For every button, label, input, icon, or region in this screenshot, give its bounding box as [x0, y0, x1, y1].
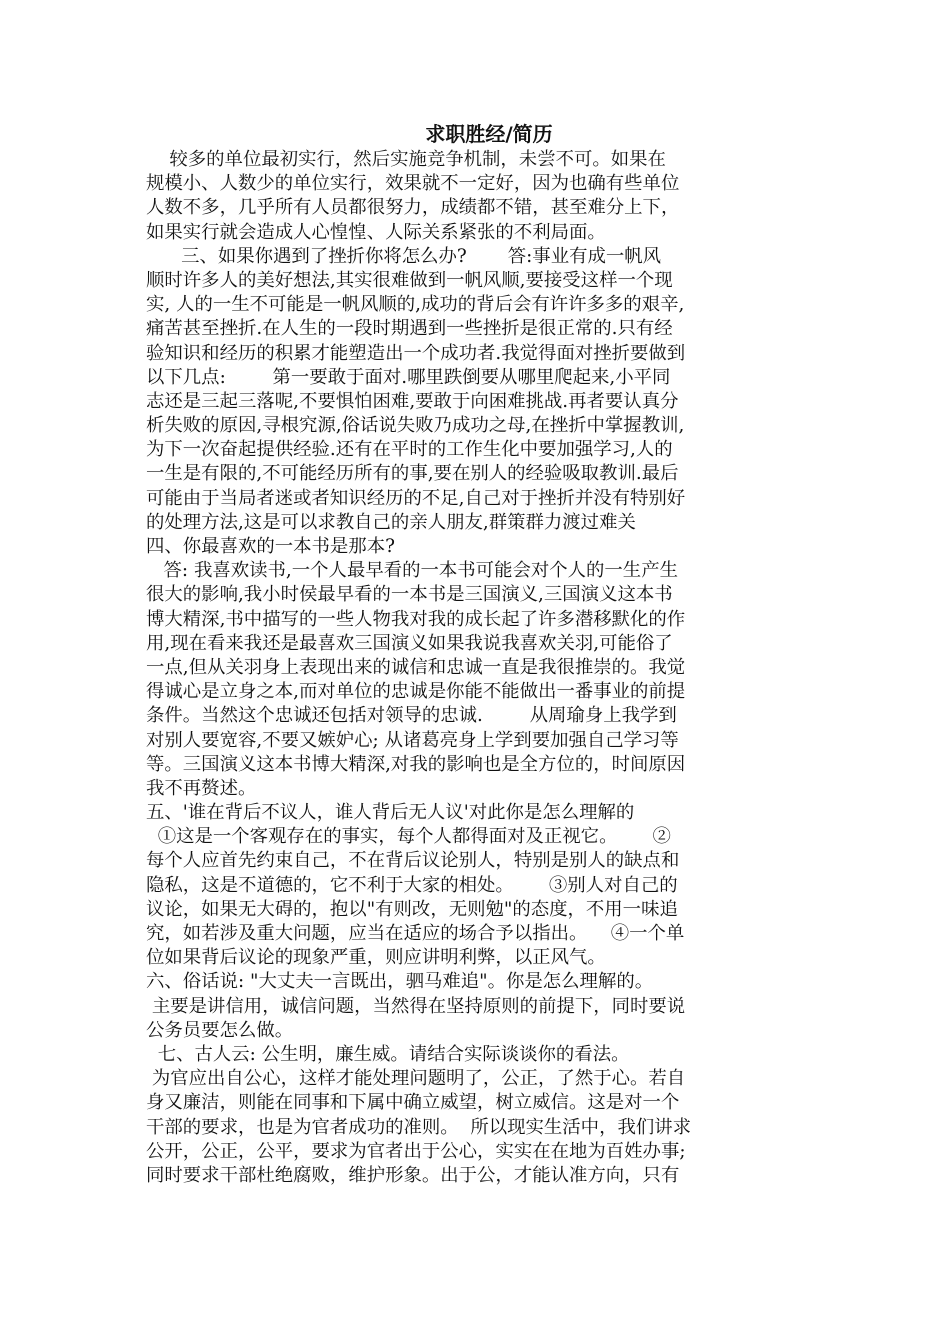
document-title: 求职胜经/简历 — [425, 122, 553, 146]
text-line: 实, 人的一生不可能是一帆风顺的,成功的背后会有许许多多的艰辛, — [146, 294, 685, 316]
text-line: 公开，公正，公平，要求为官者出于公心，实实在在地为百姓办事; — [146, 1140, 686, 1162]
text-line: 同时要求干部杜绝腐败，维护形象。出于公，才能认准方向，只有 — [146, 1164, 680, 1186]
text-line: 得诚心是立身之本,而对单位的忠诚是你能不能做出一番事业的前提 — [146, 681, 686, 703]
text-line: 一点,但从关羽身上表现出来的诚信和忠诚一直是我很推崇的。我觉 — [146, 656, 686, 678]
text-line: 六、俗话说: "大丈夫一言既出，驷马难追"。你是怎么理解的。 — [146, 971, 654, 993]
text-line: 议论，如果无大碍的，抱以"有则改，无则勉"的态度，不用一味追 — [146, 898, 678, 920]
text-line: ①这是一个客观存在的事实，每个人都得面对及正视它。 ② — [146, 826, 671, 848]
text-line: 隐私，这是不道德的，它不利于大家的相处。 ③别人对自己的 — [146, 874, 678, 896]
text-line: 博大精深,书中描写的一些人物我对我的成长起了许多潜移默化的作 — [146, 608, 686, 630]
text-line: 我不再赘述。 — [146, 777, 257, 799]
text-line: 究，如若涉及重大问题，应当在适应的场合予以指出。 ④一个单 — [146, 923, 685, 944]
text-line: 主要是讲信用，诚信问题，当然得在坚持原则的前提下，同时要说 — [146, 995, 686, 1017]
text-line: 如果实行就会造成人心惶惶、人际关系紧张的不利局面。 — [146, 221, 606, 243]
text-line: 四、你最喜欢的一本书是那本? — [146, 536, 395, 557]
text-line: 用,现在看来我还是最喜欢三国演义如果我说我喜欢关羽,可能俗了 — [146, 632, 673, 654]
text-line: 顺时许多人的美好想法,其实很难做到一帆风顺,要接受这样一个现 — [146, 269, 673, 291]
text-line: 等。三国演义这本书博大精深,对我的影响也是全方位的，时间原因 — [146, 753, 686, 775]
text-line: 的处理方法,这是可以求教自己的亲人朋友,群策群力渡过难关 — [146, 511, 636, 533]
text-line: 很大的影响,我小时侯最早看的一本书是三国演义,三国演义这本书 — [146, 584, 673, 606]
text-line: 验知识和经历的积累才能塑造出一个成功者.我觉得面对挫折要做到 — [146, 342, 686, 364]
text-line: 公务员要怎么做。 — [146, 1019, 294, 1041]
text-line: 较多的单位最初实行，然后实施竞争机制，未尝不可。如果在 — [146, 149, 666, 170]
text-line: 人数不多，几乎所有人员都很努力，成绩都不错，甚至难分上下， — [146, 197, 680, 219]
text-line: 每个人应首先约束自己，不在背后议论别人，特别是别人的缺点和 — [146, 850, 680, 872]
text-line: 干部的要求，也是为官者成功的准则。 所以现实生活中，我们讲求 — [146, 1116, 692, 1138]
text-line: 志还是三起三落呢,不要惧怕困难,要敢于向困难挑战.再者要认真分 — [146, 390, 679, 412]
text-line: 五、'谁在背后不议人，谁人背后无人议'对此你是怎么理解的 — [146, 802, 635, 824]
text-line: 条件。当然这个忠诚还包括对领导的忠诚. 从周瑜身上我学到 — [146, 705, 677, 727]
text-line: 位如果背后议论的现象严重，则应讲明利弊，以正风气。 — [146, 947, 606, 969]
text-line: 身又廉洁，则能在同事和下属中确立威望，树立威信。这是对一个 — [146, 1092, 680, 1114]
text-line: 答: 我喜欢读书,一个人最早看的一本书可能会对个人的一生产生 — [146, 560, 678, 582]
text-line: 七、古人云: 公生明，廉生威。请结合实际谈谈你的看法。 — [146, 1043, 630, 1065]
text-line: 以下几点: 第一要敢于面对.哪里跌倒要从哪里爬起来,小平同 — [146, 366, 671, 388]
document-body — [146, 120, 810, 1188]
text-line: 析失败的原因,寻根究源,俗话说失败乃成功之母,在挫折中掌握教训, — [146, 415, 685, 437]
document-text — [146, 148, 810, 1188]
text-line: 痛苦甚至挫折.在人生的一段时期遇到一些挫折是很正常的.只有经 — [146, 318, 673, 340]
text-line: 为官应出自公心，这样才能处理问题明了，公正，了然于心。若自 — [146, 1068, 686, 1090]
text-line: 为下一次奋起提供经验.还有在平时的工作生化中要加强学习,人的 — [146, 439, 673, 461]
text-line: 一生是有限的,不可能经历所有的事,要在别人的经验吸取教训.最后 — [146, 463, 679, 485]
text-line: 规模小、人数少的单位实行，效果就不一定好，因为也确有些单位 — [146, 173, 680, 195]
text-line: 可能由于当局者迷或者知识经历的不足,自己对于挫折并没有特别好 — [146, 487, 686, 509]
text-line: 三、如果你遇到了挫折你将怎么办? 答:事业有成一帆风 — [146, 245, 662, 267]
text-line: 对别人要宽容,不要又嫉妒心; 从诸葛亮身上学到要加强自己学习等 — [146, 729, 679, 751]
